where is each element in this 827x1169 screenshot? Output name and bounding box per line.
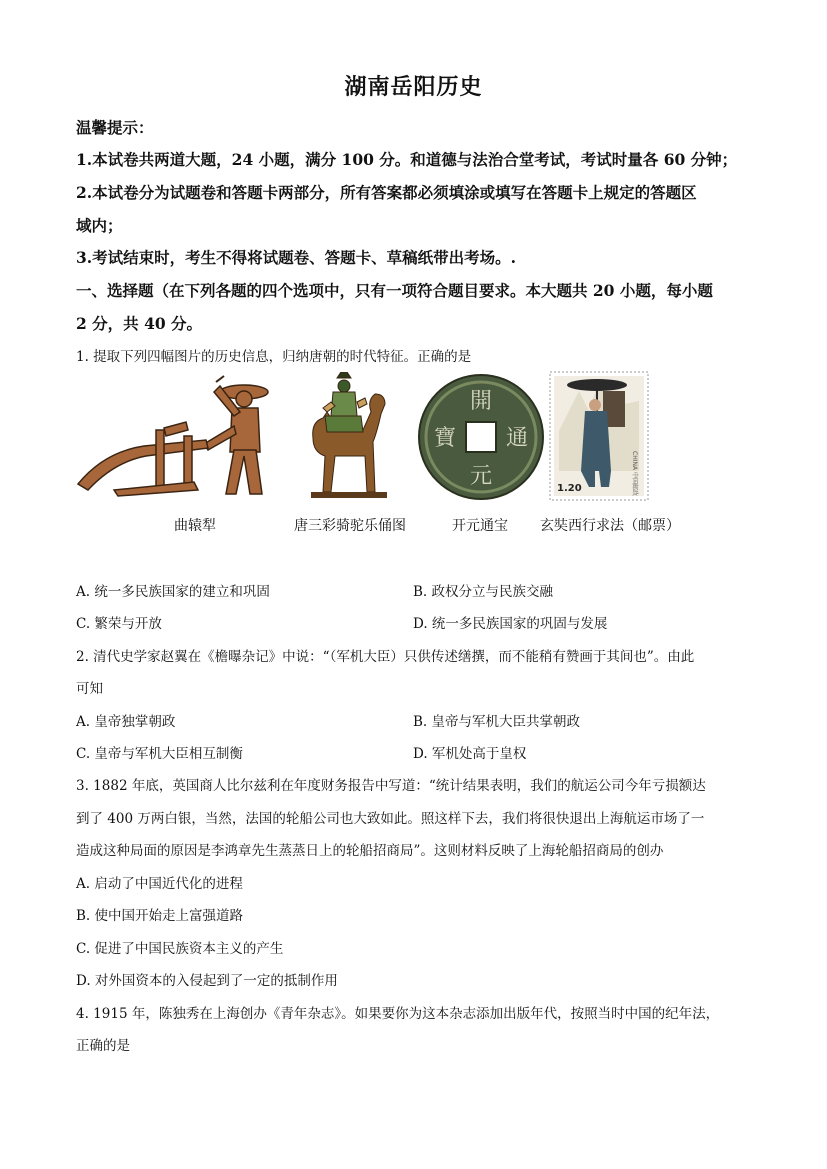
section-heading-1a: 一、选择题（在下列各题的四个选项中，只有一项符合题目要求。本大题共 20 小题，每小题 (76, 281, 713, 300)
caption-camel: 唐三彩骑驼乐俑图 (294, 518, 406, 534)
notice-line-3: 3.考试结束时，考生不得将试题卷、答题卡、草稿纸带出考场。. (76, 248, 517, 267)
caption-stamp: 玄奘西行求法（邮票） (540, 518, 680, 534)
notice-line-2b: 域内； (76, 216, 123, 235)
q3-option-c: C. 促进了中国民族资本主义的产生 (76, 941, 284, 957)
stamp-price: 1.20 (557, 483, 582, 494)
q2-option-d: D. 军机处高于皇权 (413, 746, 527, 762)
question-3-stem-2: 到了 400 万两白银，当然，法国的轮船公司也大致如此。照这样下去，我们将很快退出上海航运市场了一 (76, 811, 705, 827)
question-1-stem: 1. 提取下列四幅图片的历史信息，归纳唐朝的时代特征。正确的是 (76, 349, 472, 365)
q1-option-c: C. 繁荣与开放 (76, 616, 162, 632)
question-4-stem-2: 正确的是 (76, 1038, 130, 1054)
camel-figurine-image (305, 372, 395, 502)
notice-line-2a: 2.本试卷分为试题卷和答题卡两部分，所有答案都必须填涂或填写在答题卡上规定的答题区 (76, 183, 697, 202)
q3-option-d: D. 对外国资本的入侵起到了一定的抵制作用 (76, 973, 338, 989)
coin-image (416, 372, 546, 502)
caption-plow: 曲辕犁 (174, 518, 216, 534)
question-3-stem-3: 造成这种局面的原因是李鸿章先生蒸蒸日上的轮船招商局”。这则材料反映了上海轮船招商局的创办 (76, 843, 664, 859)
question-2-stem-1: 2. 清代史学家赵翼在《檐曝杂记》中说：“（军机大臣）只供传述缮撰，而不能稍有赞画于其间也”。由此 (76, 649, 695, 665)
caption-coin: 开元通宝 (452, 518, 508, 534)
coin-char-top: 開 (469, 389, 493, 414)
question-2-stem-2: 可知 (76, 681, 103, 697)
q3-option-b: B. 使中国开始走上富强道路 (76, 908, 244, 924)
stamp-image (549, 371, 649, 501)
plow-image (74, 372, 282, 502)
q2-option-b: B. 皇帝与军机大臣共掌朝政 (413, 714, 581, 730)
q3-option-a: A. 启动了中国近代化的进程 (76, 876, 243, 892)
notice-heading: 温馨提示： (76, 118, 154, 137)
coin-char-right: 通 (505, 426, 529, 451)
question-4-stem-1: 4. 1915 年，陈独秀在上海创办《青年杂志》。如果要你为这本杂志添加出版年代，按照当时中国的纪年法， (76, 1006, 720, 1022)
coin-char-left: 寶 (433, 426, 457, 451)
coin-char-bottom: 元 (469, 464, 493, 489)
question-3-stem-1: 3. 1882 年底，英国商人比尔兹利在年度财务报告中写道：“统计结果表明，我们的航运公司今年亏损额达 (76, 778, 706, 794)
q1-option-b: B. 政权分立与民族交融 (413, 584, 554, 600)
q1-option-d: D. 统一多民族国家的巩固与发展 (413, 616, 608, 632)
stamp-country: CHINA 中国邮政 (631, 451, 638, 496)
notice-line-1: 1.本试卷共两道大题，24 小题，满分 100 分。和道德与法治合堂考试，考试时量各 60 分钟； (76, 150, 738, 169)
q2-option-c: C. 皇帝与军机大臣相互制衡 (76, 746, 243, 762)
section-heading-1b: 2 分，共 40 分。 (76, 314, 203, 333)
page-title: 湖南岳阳历史 (344, 74, 483, 100)
q1-option-a: A. 统一多民族国家的建立和巩固 (76, 584, 270, 600)
q2-option-a: A. 皇帝独掌朝政 (76, 714, 176, 730)
